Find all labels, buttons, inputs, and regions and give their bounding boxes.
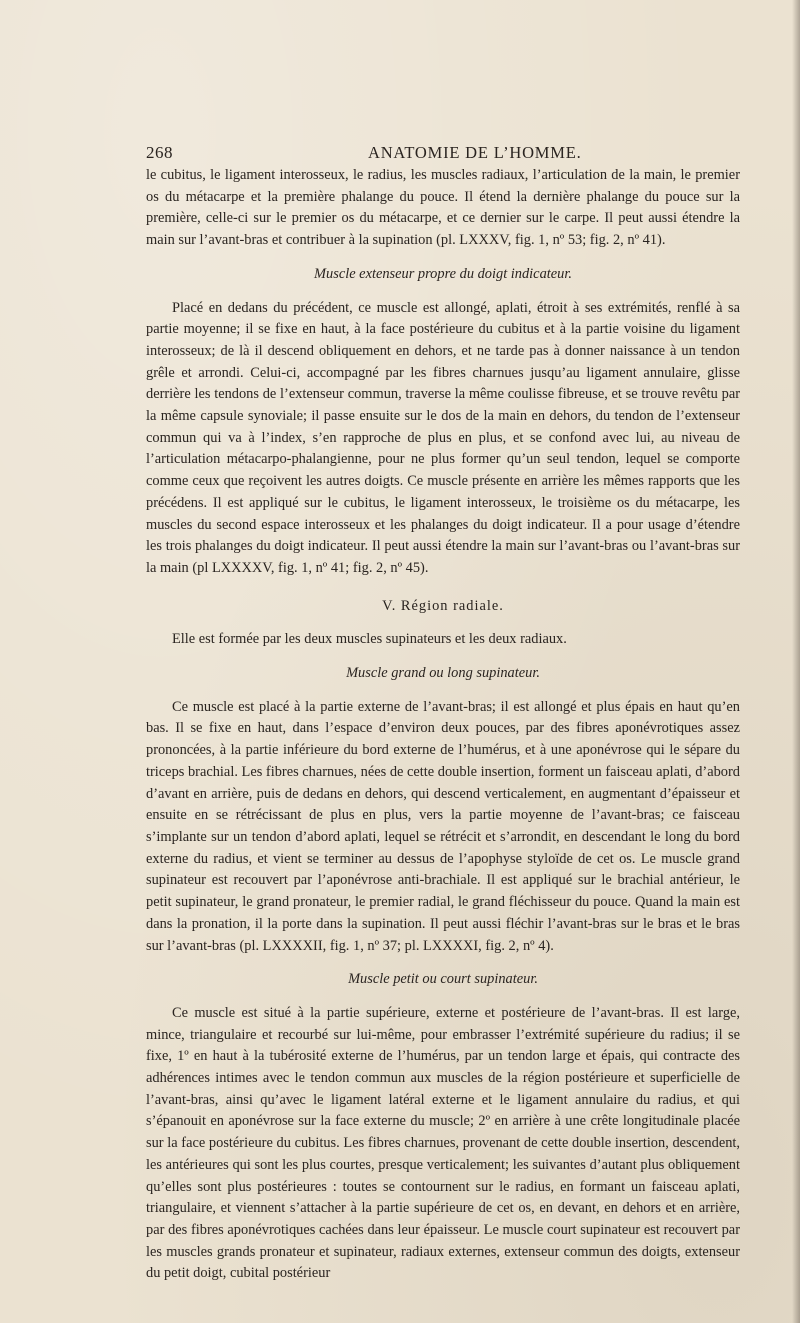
paragraph-court-supinateur: Ce muscle est situé à la partie supérieure, externe et postérieure de l’avant-bras. Il est large, mince, triangulaire et recourbé sur lui-même, pour embrasser l’extrémité supérieure du radius; il se fixe, 1º en haut à la tubérosité externe de l’humérus, par un tendon large et épais, qui contracte des adhérences intimes avec le tendon commun aux muscles de la région postérieure et superficielle de l’avant-bras, ainsi qu’avec le ligament latéral externe et le ligament annulaire du radius, et qui s’épanouit en aponévrose sur la face externe du muscle; 2º en arrière à une crête longitudinale placée sur la face postérieure du cubitus. Les fibres charnues, provenant de cette double insertion, descendent, les antérieures qui sont les plus courtes, presque verticalement; les suivantes d’autant plus obliquement qu’elles sont plus postérieures : toutes se contournent sur le radius, en formant un faisceau aplati, triangulaire, et viennent s’attacher à la partie supérieure de cet os, en devant, en dehors et en arrière, par des fibres aponévrotiques cachées dans leur épaisseur. Le muscle court supinateur est recouvert par les muscles grands pronateur et supinateur, radiaux externes, extenseur commun des doigts, extenseur du petit doigt, cubital postérieur [146,1004,740,1282]
page-edge-shadow [792,0,800,1323]
running-title: ANATOMIE DE L’HOMME. [368,143,582,162]
subheading-extenseur-indicateur: Muscle extenseur propre du doigt indicateur. [314,265,572,282]
page-header [146,143,740,165]
paragraph-continued: le cubitus, le ligament interosseux, le radius, les muscles radiaux, l’articulation de la main, le premier os du métacarpe et la première phalange du pouce. Il étend la dernière phalange du pouce sur la première, celle-ci sur le premier os du métacarpe, et ce dernier sur le carpe. Il peut aussi étendre la main sur l’avant-bras et contribuer à la supination (pl. LXXXV, fig. 1, nº 53; fig. 2, nº 41). [146,167,740,249]
subheading-court-supinateur: Muscle petit ou court supinateur. [348,971,538,988]
page-number: 268 [146,143,173,162]
paragraph-grand-supinateur: Ce muscle est placé à la partie externe de l’avant-bras; il est allongé et plus épais en haut qu’en bas. Il se fixe en haut, dans l’espace d’environ deux pouces, par des fibres aponévrotiques assez prononcées, à la partie inférieure du bord externe de l’humérus, et à une aponévrose qui le sépare du triceps brachial. Les fibres charnues, nées de cette double insertion, forment un faisceau aplati, d’abord d’avant en arrière, puis de dedans en dehors, qui descend verticalement, en augmentant d’épaisseur et ensuite en se rétrécissant de plus en plus, vers la partie moyenne de l’avant-bras; ce faisceau s’implante sur un tendon d’abord aplati, lequel se rétrécit et s’arrondit, en descendant le long du bord externe du radius, et vient se terminer au dessus de l’apophyse styloïde de cet os. Le muscle grand supinateur est recouvert par l’aponévrose anti-brachiale. Il est appliqué sur le brachial antérieur, le petit supinateur, le grand pronateur, le premier radial, le grand fléchisseur du pouce. Quand la main est dans la pronation, il la porte dans la supination. Il peut aussi fléchir l’avant-bras sur le bras et le bras sur l’avant-bras (pl. LXXXXII, fig. 1, nº 37; pl. LXXXXI, fig. 2, nº 4). [146,698,740,954]
paragraph-extenseur-indicateur: Placé en dedans du précédent, ce muscle est allongé, aplati, étroit à ses extrémités, renflé à sa partie moyenne; il se fixe en haut, à la face postérieure du cubitus et à la partie voisine du ligament interosseux; de là il descend obliquement en dehors, et ne tarde pas à donner naissance à un tendon grêle et arrondi. Celui-ci, accompagné par les fibres charnues jusqu’au ligament annulaire, glisse derrière les tendons de l’extenseur commun, traverse la même coulisse fibreuse, et se trouve revêtu par la même capsule synoviale; il passe ensuite sur le dos de la main en dehors, du tendon de l’extenseur commun qui va à l’index, s’en rapproche de plus en plus, et se confond avec lui, au niveau de l’articulation métacarpo-phalangienne, pour ne plus former qu’un seul tendon, lequel se comporte comme ceux que reçoivent les autres doigts. Ce muscle présente en arrière les mêmes rapports que les précédens. Il est appliqué sur le cubitus, le ligament interosseux, le troisième os du métacarpe, les muscles du second espace interosseux et les phalanges du doigt indicateur. Il a pour usage d’étendre les trois phalanges du doigt indicateur. Il peut aussi étendre la main sur l’avant-bras ou l’avant-bras sur la main (pl LXXXXV, fig. 1, nº 41; fig. 2, nº 45). [146,299,740,576]
section-heading-region-radiale: V. Région radiale. [382,597,504,614]
page-body [146,165,740,1285]
paragraph-region-radiale: Elle est formée par les deux muscles supinateurs et les deux radiaux. [172,631,567,648]
subheading-grand-supinateur: Muscle grand ou long supinateur. [346,665,540,682]
